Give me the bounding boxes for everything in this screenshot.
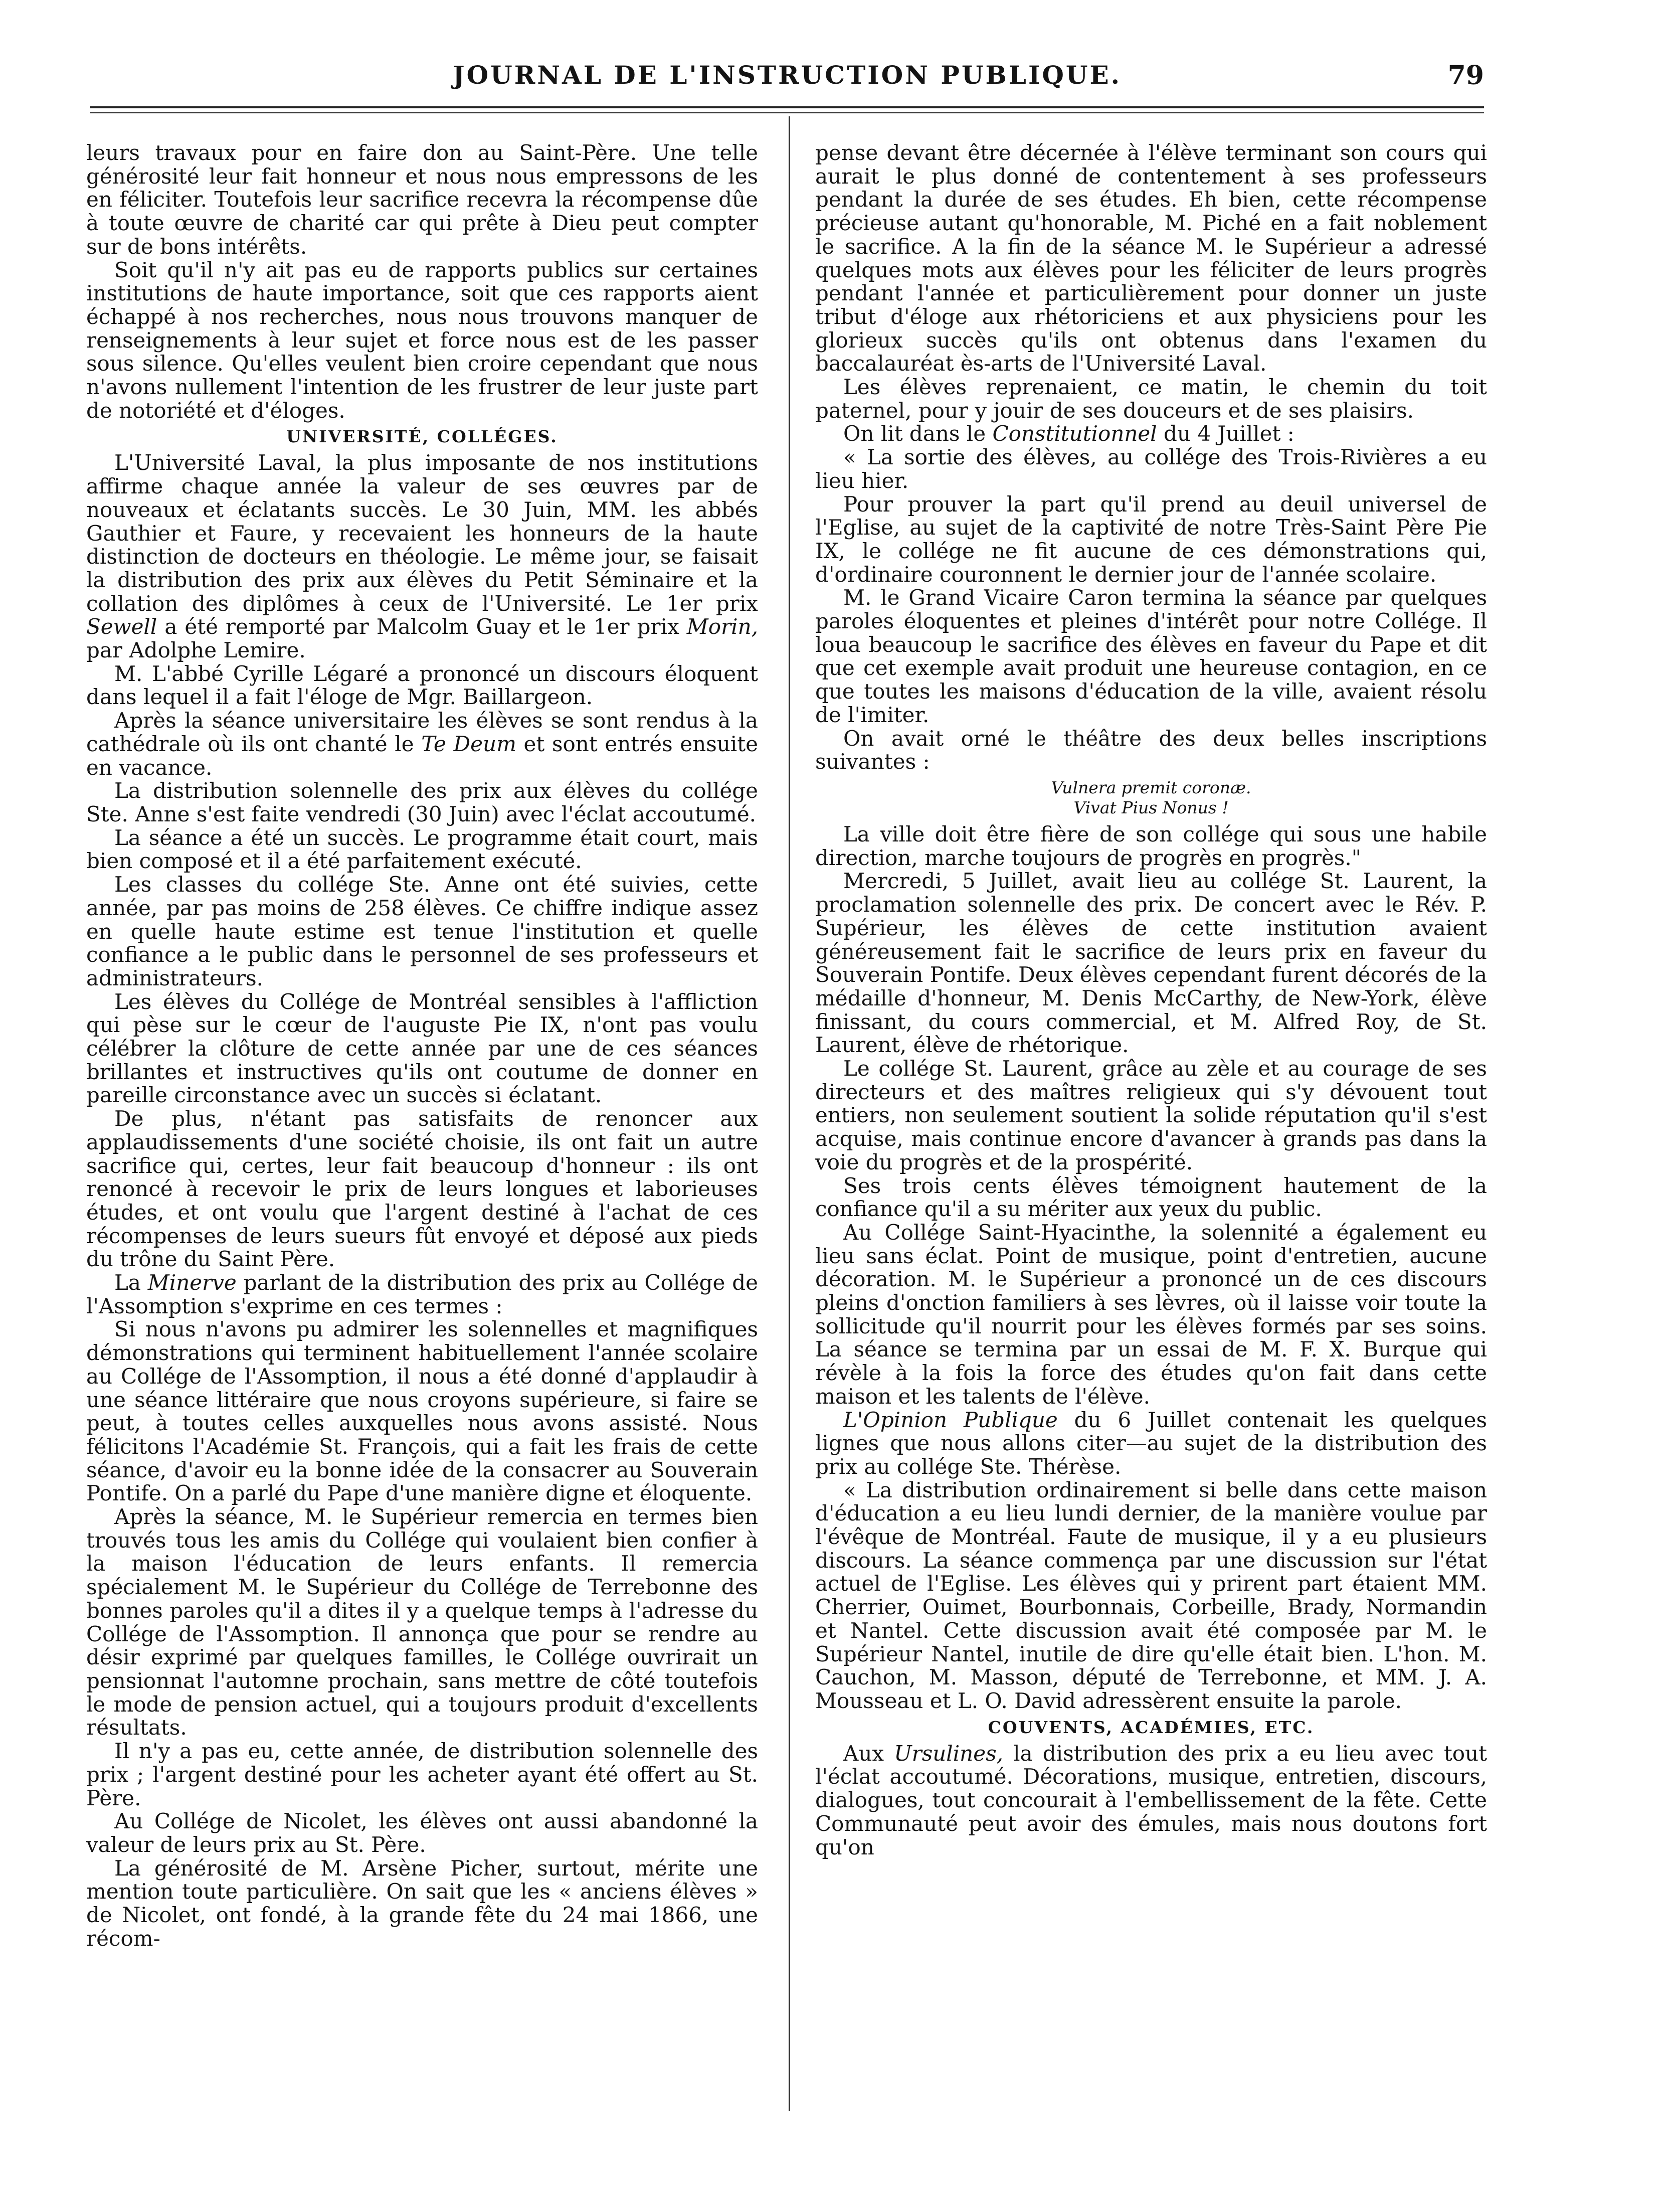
text-run: Aux — [843, 1741, 894, 1766]
paragraph: Les élèves du Collége de Montréal sensibles à l'affliction qui pèse sur le cœur de l'auguste Pie IX, n'ont pas voulu célébrer la clôture de cette année par une de ces séances brillantes et instructives qu'ils ont coutume de donner en pareille circonstance avec un succès si éclatant. — [86, 989, 758, 1108]
inscriptions — [815, 778, 1487, 818]
paragraph — [86, 709, 758, 779]
paragraph: M. le Grand Vicaire Caron termina la séance par quelques paroles éloquentes et pleines d'intérêt pour notre Collége. Il loua beaucoup le sacrifice des élèves en faveur du Pape et dit que cet exemple avait produit une heureuse contagion, en ce que toutes les maisons d'éducation de la ville, avaient résolu de l'imiter. — [815, 585, 1487, 727]
text-run: a été remporté par Malcolm Guay et le 1er prix — [157, 614, 687, 639]
inscription-line: Vulnera premit coronæ. — [1051, 777, 1251, 797]
text-run: parlant de la distribution des prix au Collége de l'Assomption s'exprime en ces termes : — [86, 1270, 758, 1318]
newspaper-title: L'Opinion Publique — [843, 1407, 1058, 1432]
header-rule — [90, 106, 1484, 108]
paragraph: Mercredi, 5 Juillet, avait lieu au collége St. Laurent, la proclamation solennelle des prix. De concert avec le Rév. P. Supérieur, les élèves de cette institution avaient généreusement fait le sacrifice de leurs prix en faveur du Souverain Pontife. Deux élèves cependant furent décorés de la médaille d'honneur, M. Denis McCarthy, de New-York, élève finissant, du cours commercial, et M. Alfred Roy, de St. Laurent, élève de rhétorique. — [815, 869, 1487, 1058]
text-run: La — [114, 1270, 148, 1295]
paragraph: La séance a été un succès. Le programme était court, mais bien composé et il a été parfaitement exécuté. — [86, 825, 758, 874]
paragraph: « La sortie des élèves, au collége des Trois-Rivières a eu lieu hier. — [815, 445, 1487, 493]
paragraph: Il n'y a pas eu, cette année, de distribution solennelle des prix ; l'argent destiné pour les acheter ayant été offert au St. Père. — [86, 1739, 758, 1810]
paragraph: De plus, n'étant pas satisfaits de renoncer aux applaudissements d'une société choisie, ils ont fait un autre sacrifice qui, certes, leur fait beaucoup d'honneur : ils ont renoncé à recevoir le prix de leurs longues et laborieuses études, et ont voulu que l'argent destiné à l'achat de ces récompenses de leurs sueurs fût envoyé et déposé aux pieds du trône du Saint Père. — [86, 1106, 758, 1272]
paragraph: Au Collége de Nicolet, les élèves ont aussi abandonné la valeur de leurs prix au St. Père. — [86, 1809, 758, 1857]
paragraph: Soit qu'il n'y ait pas eu de rapports publics sur certaines institutions de haute importance, soit que ces rapports aient échappé à nos recherches, nous nous trouvons manquer de renseignements à leur sujet et force nous est de les passer sous silence. Qu'elles veulent bien croire cependant que nous n'avons nullement l'intention de les frustrer de leur juste part de notoriété et d'éloges. — [86, 257, 758, 423]
paragraph: Les classes du collége Ste. Anne ont été suivies, cette année, par pas moins de 258 élèves. Ce chiffre indique assez en quelle haute estime est tenue l'institution et quelle confiance a le public dans le personnel de ses professeurs et administrateurs. — [86, 872, 758, 990]
text-run: On lit dans le — [843, 421, 993, 446]
prize-name: Morin, — [686, 614, 758, 639]
paragraph: Au Collége Saint-Hyacinthe, la solennité a également eu lieu sans éclat. Point de musique, point d'entretien, aucune décoration. M. le Supérieur a prononcé un de ces discours pleins d'onction familiers à ses lèvres, où il laisse voir toute la sollicitude qu'il nourrit pour les élèves formés par ses soins. La séance se termina par un essai de M. F. X. Burque qui révèle à la fois la force des études qu'on fait dans cette maison et les talents de l'élève. — [815, 1220, 1487, 1409]
text-run: par Adolphe Lemire. — [86, 638, 306, 663]
paragraph: Après la séance, M. le Supérieur remercia en termes bien trouvés tous les amis du Collége qui voulaient bien confier à la maison l'éducation de leurs enfants. Il remercia spécialement M. le Supérieur du Collége de Terrebonne des bonnes paroles qu'il a dites il y a quelque temps à l'adresse du Collége de l'Assomption. Il annonça que pour se rendre au désir exprimé par quelques familles, le Collége ouvrirait un pensionnat l'automne prochain, sans mettre de côté toutefois le mode de pension actuel, qui a toujours produit d'excellents résultats. — [86, 1504, 758, 1740]
paragraph: Si nous n'avons pu admirer les solennelles et magnifiques démonstrations qui terminent habituellement l'année scolaire au Collége de l'Assomption, il nous a été donné d'applaudir à une séance littéraire que nous croyons supérieure, si faire se peut, à toutes celles auxquelles nous avons assisté. Nous félicitons l'Académie St. François, qui a fait les frais de cette séance, d'avoir eu la bonne idée de la consacrer au Souverain Pontife. On a parlé du Pape d'une manière digne et éloquente. — [86, 1317, 758, 1506]
institution-name: Ursulines, — [894, 1741, 1003, 1766]
paragraph: M. L'abbé Cyrille Légaré a prononcé un discours éloquent dans lequel il a fait l'éloge de Mgr. Baillargeon. — [86, 661, 758, 710]
paragraph — [815, 1742, 1487, 1859]
left-column — [86, 141, 758, 1950]
paragraph: pense devant être décernée à l'élève terminant son cours qui aurait le plus donné de contentement à ses professeurs pendant la durée de ses études. Eh bien, cette récompense précieuse autant qu'honorable, M. Piché en a fait noblement le sacrifice. A la fin de la séance M. le Supérieur a adressé quelques mots aux élèves pour les féliciter de leurs progrès pendant l'année et particulièrement pour donner un juste tribut d'éloge aux rhétoriciens et aux physiciens pour les glorieux succès qu'ils ont obtenus dans l'examen du baccalauréat ès-arts de l'Université Laval. — [815, 140, 1487, 376]
text-run: la distribution des prix a eu lieu avec tout l'éclat accoutumé. Décorations, musique, entretien, discours, dialogues, tout concourait à l'embellissement de la fête. Cette Communauté peut avoir des émules, mais nous doutons fort qu'on — [815, 1741, 1487, 1859]
paragraph: Les élèves reprenaient, ce matin, le chemin du toit paternel, pour y jouir de ses douceurs et de ses plaisirs. — [815, 375, 1487, 423]
paragraph: Le collége St. Laurent, grâce au zèle et au courage de ses directeurs et des maîtres religieux qui s'y dévouent tout entiers, non seulement soutient la solide réputation qu'il s'est acquise, mais continue encore d'avancer à grands pas dans la voie du progrès et de la prospérité. — [815, 1056, 1487, 1174]
paragraph: La générosité de M. Arsène Picher, surtout, mérite une mention toute particulière. On sait que les « anciens élèves » de Nicolet, ont fondé, à la grande fête du 24 mai 1866, une récom- — [86, 1855, 758, 1951]
paragraph: La ville doit être fière de son collége qui sous une habile direction, marche toujours de progrès en progrès." — [815, 821, 1487, 870]
inscription-line: Vivat Pius Nonus ! — [1073, 797, 1229, 817]
newspaper-title: Constitutionnel — [992, 421, 1157, 446]
text-run: L'Université Laval, la plus imposante de nos institutions affirme chaque année la valeur de ses œuvres par de nouveaux et éclatants succès. Le 30 Juin, MM. les abbés Gauthier et Faure, y recevaient les honneurs de la haute distinction de docteurs en théologie. Le même jour, se faisait la distribution des prix aux élèves du Petit Séminaire et la collation des diplômes à ceux de l'Université. Le 1er prix — [86, 450, 758, 616]
newspaper-title: Minerve — [147, 1270, 237, 1295]
paragraph: On avait orné le théâtre des deux belles inscriptions suivantes : — [815, 726, 1487, 774]
paragraph: Pour prouver la part qu'il prend au deuil universel de l'Eglise, au sujet de la captivité de notre Très-Saint Père Pie IX, le collége ne fit aucune de ces démonstrations qui, d'ordinaire couronnent le dernier jour de l'année scolaire. — [815, 491, 1487, 587]
prize-name: Sewell — [86, 614, 157, 639]
paragraph: La distribution solennelle des prix aux élèves du collége Ste. Anne s'est faite vendredi (30 Juin) avec l'éclat accoutumé. — [86, 778, 758, 826]
text-run: du 4 Juillet : — [1157, 421, 1294, 446]
page-header — [90, 50, 1484, 105]
header-rule-thin — [90, 112, 1484, 113]
paragraph — [815, 422, 1487, 446]
paragraph — [86, 451, 758, 662]
text-run: Après la séance universitaire les élèves se sont rendus à la cathédrale où ils ont chanté le — [86, 708, 758, 756]
paragraph: Ses trois cents élèves témoignent hautement de la confiance qu'il a su mériter aux yeux du public. — [815, 1173, 1487, 1222]
column-divider — [789, 116, 790, 2111]
text-run: et sont entrés ensuite en vacance. — [86, 731, 758, 780]
hymn-title: Te Deum — [421, 731, 516, 756]
paragraph — [86, 1271, 758, 1318]
section-heading-universite: UNIVERSITÉ, COLLÉGES. — [286, 427, 558, 447]
right-column — [815, 141, 1487, 1859]
page-number: 79 — [1447, 60, 1484, 91]
running-title: JOURNAL DE L'INSTRUCTION PUBLIQUE. — [452, 60, 1122, 90]
paragraph: leurs travaux pour en faire don au Saint-Père. Une telle générosité leur fait honneur et nous nous empressons de les en féliciter. Toutefois leur sacrifice recevra la récompense dûe à toute œuvre de charité car qui prête à Dieu peut compter sur de bons intérêts. — [86, 140, 758, 259]
section-heading-couvents: COUVENTS, ACADÉMIES, ETC. — [988, 1717, 1315, 1737]
paragraph: « La distribution ordinairement si belle dans cette maison d'éducation a eu lieu lundi dernier, de la manière voulue par l'évêque de Montréal. Faute de musique, il y a eu plusieurs discours. La séance commença par une discussion sur l'état actuel de l'Eglise. Les élèves qui y prirent part étaient MM. Cherrier, Ouimet, Bourbonnais, Corbeille, Brady, Normandin et Nantel. Cette discussion avait été composée par M. le Supérieur Nantel, inutile de dire qu'elle était bien. L'hon. M. Cauchon, M. Masson, député de Terrebonne, et MM. J. A. Mousseau et L. O. David adressèrent ensuite la parole. — [815, 1477, 1487, 1713]
paragraph — [815, 1409, 1487, 1479]
text-run: du 6 Juillet contenait les quelques lignes que nous allons citer—au sujet de la distribution des prix au collége Ste. Thérèse. — [815, 1407, 1487, 1479]
